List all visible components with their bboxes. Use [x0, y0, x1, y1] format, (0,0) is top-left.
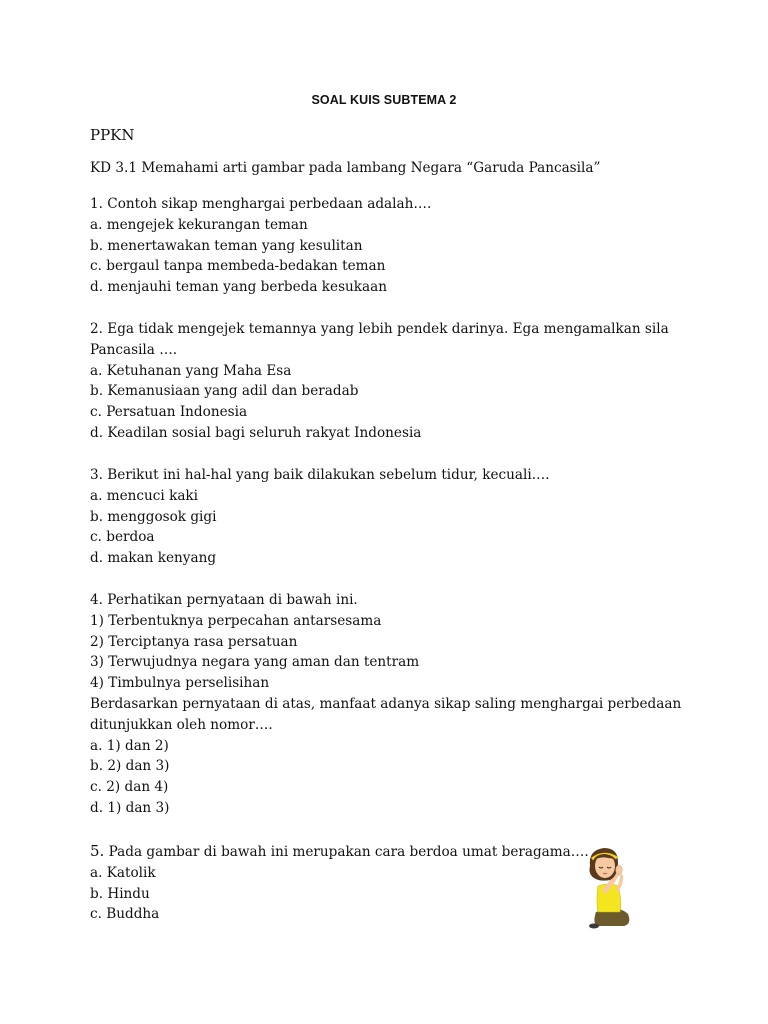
question-4 [90, 590, 682, 819]
question-2 [90, 319, 669, 444]
question-1 [90, 194, 650, 298]
question-prompt: Berdasarkan pernyataan di atas, manfaat adanya sikap saling menghargai perbedaan [90, 695, 682, 712]
question-stem-text: Pada gambar di bawah ini merupakan cara berdoa umat beragama…. [104, 844, 589, 860]
answer-option: b. menertawakan teman yang kesulitan [90, 237, 363, 254]
foot-shape [589, 924, 599, 929]
statement-item: 4) Timbulnya perselisihan [90, 675, 270, 692]
answer-option: a. mengejek kekurangan teman [90, 216, 308, 233]
question-number: 5. [90, 842, 105, 860]
answer-option: c. bergaul tanpa membeda-bedakan teman [90, 258, 386, 275]
answer-option: d. Keadilan sosial bagi seluruh rakyat Indonesia [90, 424, 422, 441]
answer-option: c. berdoa [90, 529, 155, 546]
answer-option: c. 2) dan 4) [90, 779, 169, 796]
question-stem: 4. Perhatikan pernyataan di bawah ini. [90, 592, 358, 608]
answer-option: b. 2) dan 3) [90, 758, 170, 775]
subject-heading: PPKN [90, 126, 135, 144]
answer-option: c. Persatuan Indonesia [90, 404, 248, 421]
answer-option: b. menggosok gigi [90, 508, 217, 525]
question-stem-continued: Pancasila …. [90, 341, 178, 358]
answer-option: c. Buddha [90, 906, 160, 923]
answer-option: b. Kemanusiaan yang adil dan beradab [90, 383, 359, 400]
statement-item: 3) Terwujudnya negara yang aman dan tentram [90, 654, 420, 671]
praying-girl-illustration [580, 846, 636, 930]
answer-option: a. Katolik [90, 864, 156, 881]
answer-option: d. menjauhi teman yang berbeda kesukaan [90, 279, 388, 296]
question-stem: 1. Contoh sikap menghargai perbedaan adalah…. [90, 196, 432, 212]
answer-option: b. Hindu [90, 885, 150, 902]
answer-option: a. 1) dan 2) [90, 737, 169, 754]
question-stem: 2. Ega tidak mengejek temannya yang lebih pendek darinya. Ega mengamalkan sila [90, 321, 669, 337]
answer-option: d. 1) dan 3) [90, 799, 170, 816]
question-prompt-continued: ditunjukkan oleh nomor…. [90, 716, 273, 733]
answer-option: a. Ketuhanan yang Maha Esa [90, 362, 292, 379]
statement-item: 1) Terbentuknya perpecahan antarsesama [90, 612, 382, 629]
answer-option: d. makan kenyang [90, 550, 217, 567]
kd-heading: KD 3.1 Memahami arti gambar pada lambang Negara “Garuda Pancasila” [90, 160, 601, 176]
question-stem: 3. Berikut ini hal-hal yang baik dilakukan sebelum tidur, kecuali…. [90, 467, 550, 483]
question-stem [90, 841, 650, 863]
statement-item: 2) Terciptanya rasa persatuan [90, 633, 298, 650]
answer-option: a. mencuci kaki [90, 487, 199, 504]
hands-shape [616, 865, 622, 875]
question-3 [90, 465, 650, 569]
page-title: SOAL KUIS SUBTEMA 2 [311, 93, 457, 107]
question-5 [90, 841, 650, 925]
